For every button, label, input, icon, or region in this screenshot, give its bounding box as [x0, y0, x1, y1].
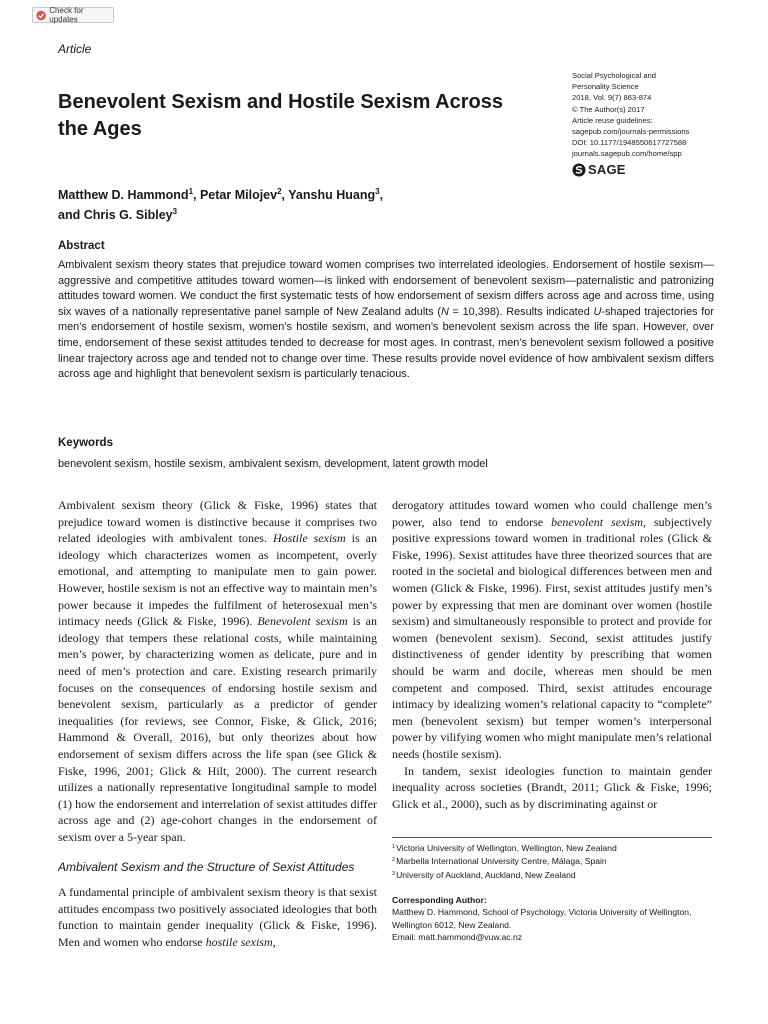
body-column-right: [392, 497, 712, 812]
journal-line: © The Author(s) 2017: [572, 104, 645, 114]
journal-line: Social Psychological and: [572, 71, 657, 80]
affiliation-number: 3: [392, 870, 396, 877]
affiliation-text: University of Auckland, Auckland, New Zealand: [396, 869, 576, 880]
body-text: ,: [272, 934, 276, 949]
affiliation-item: [392, 842, 722, 855]
author-separator: ,: [281, 188, 289, 202]
abstract-heading: Abstract: [58, 240, 105, 252]
affiliation-text: Marbella International University Centre, Málaga, Spain: [396, 856, 607, 867]
corresponding-author-label: Corresponding Author:: [392, 895, 487, 905]
body-text: , subjectively positive expressions toward women in traditional roles (Glick & Fiske, 1996). Sexist attitudes have three theorized sources that are rooted in the societal and biological differences between men and women (Glick & Fiske, 1996). First, sexist attitudes justify men’s power by expressing that men are dominant over women (hostile sexism) and simultaneously responsible to protect and provide for women (benevolent sexism). Second, sexist attitudes justify distinctiveness of gender identity by prescribing that women should be warm and docile, whereas men should be men competent and composed. Third, sexist attitudes encourage intimacy by idealizing women’s relational capacity to “complete” men (benevolent sexism) but temper women’s interpersonal power by vilifying women who might manipulate men’s relational needs (hostile sexism).: [392, 514, 712, 761]
body-text: A fundamental principle of ambivalent sexism theory is that sexist attitudes encompass two positively associated ideologies that both function to maintain gender inequality (Glick & Fiske, 1996). Men and women who endorse: [58, 885, 377, 949]
footnote-divider: [392, 837, 712, 838]
abstract-part: Ambivalent sexism theory states that prejudice toward women comprises two interrelated ideologies. Endorsement of hostile sexism—aggressive and competitive attitudes toward women—is linked with endorsement of benevolent sexism—paternalistic and patronizing attitudes toward women. We conduct the first systematic tests of how endorsement of sexism differs across age and across time, using six waves of a nationally representative panel sample of New Zealand adults (: [58, 259, 714, 318]
check-updates-label: Check for updates: [49, 6, 84, 24]
abstract-part: = 10,398). Results indicated: [448, 305, 594, 318]
author-list: [58, 185, 528, 225]
body-text: is an ideology that tempers these relational costs, while maintaining men’s power, by characterizing women as delicate, pure and in need of men’s protection and care. Existing research primarily focuses on the consequences of endorsing hostile sexism and benevolent sexism, particularly as a predictor of gender inequalities (for reviews, see Connor, Fiske, & Glick, 2016; Hammond & Overall, 2016), but only theorizes about how endorsement of sexism differs across the life span (see Glick & Fiske, 1996, 2001; Glick & Hilt, 2000). The current research utilizes a nationally representative longitudinal sample to model (1) how the endorsement and interrelation of sexist attitudes differ across age and (2) age-cohort changes in the endorsement of sexism over a 5-year span.: [58, 614, 377, 844]
affiliation-text: Victoria University of Wellington, Wellington, New Zealand: [396, 843, 617, 853]
author-name: and Chris G. Sibley: [58, 208, 173, 222]
journal-link-home[interactable]: journals.sagepub.com/home/spp: [572, 149, 682, 159]
abstract-text: [58, 258, 714, 383]
body-italic-term: Hostile sexism: [272, 531, 346, 546]
author-affiliation-mark: 3: [172, 207, 178, 216]
body-text: derogatory attitudes toward women who could challenge men’s power, also tend to endorse: [392, 498, 712, 529]
journal-line: Article reuse guidelines:: [572, 115, 653, 125]
body-text: Ambivalent sexism theory (Glick & Fiske, 1996) states that prejudice toward women is distinctive because it comprises two related ideologies with ambivalent tones.: [58, 498, 377, 546]
abstract-part: -shaped trajectories for men’s endorsement of hostile sexism, women’s hostile sexism, and women’s benevolent sexism across the life span. However, over time, endorsement of these sexist attitudes tended to decrease for most ages. In contrast, men’s benevolent sexism followed a positive linear trajectory across age and tended not to change over time. These results provide novel evidence of how ambivalent sexism differs across age and highlight that benevolent sexism is particularly tenacious.: [58, 305, 714, 381]
body-italic-term: Benevolent sexism: [257, 614, 348, 629]
affiliation-list: [392, 842, 722, 882]
body-text: is an ideology which characterizes women as incompetent, overly emotional, and attempting to manipulate men to gain power. However, hostile sexism is not an effective way to maintain men’s power because it impedes the fulfilment of heterosexual men’s intimacy needs (Glick & Fiske, 1996).: [58, 531, 377, 629]
body-paragraph: [392, 497, 712, 763]
corresponding-author-address: Matthew D. Hammond, School of Psychology, Victoria University of Wellington, Wellington 6012, New Zealand.: [392, 907, 692, 930]
body-paragraph: [58, 497, 377, 845]
article-title: Benevolent Sexism and Hostile Sexism Across the Ages: [58, 91, 503, 140]
section-heading: Ambivalent Sexism and the Structure of Sexist Attitudes: [58, 860, 355, 874]
journal-line: Personality Science: [572, 82, 639, 92]
keywords-heading: Keywords: [58, 437, 113, 449]
body-paragraph: In tandem, sexist ideologies function to maintain gender inequality across societies (Brandt, 2011; Glick & Fiske, 1996; Glick et al., 2000), such as by discriminating against or: [392, 763, 712, 811]
author-affiliation-mark: 2: [277, 187, 282, 196]
affiliation-number: 2: [392, 857, 396, 864]
body-paragraph: [58, 884, 377, 950]
body-column-left: [58, 497, 377, 845]
author-separator: ,: [379, 188, 384, 202]
keywords-text: benevolent sexism, hostile sexism, ambivalent sexism, development, latent growth model: [58, 458, 488, 470]
affiliation-item: [392, 869, 722, 882]
sage-logo-icon: [572, 163, 586, 177]
author-affiliation-mark: 1: [188, 187, 194, 196]
article-type-label: Article: [58, 42, 92, 56]
journal-link-permissions[interactable]: sagepub.com/journals-permissions: [572, 127, 690, 137]
journal-line: 2018, Vol. 9(7) 863-874: [572, 93, 652, 103]
body-column-left-lower: [58, 884, 377, 950]
author-name: Petar Milojev: [199, 188, 278, 202]
check-updates-icon: [36, 10, 46, 21]
check-for-updates-button[interactable]: [32, 7, 114, 23]
corresponding-author: [392, 894, 722, 944]
body-italic-term: hostile sexism: [205, 934, 273, 949]
affiliation-item: [392, 855, 722, 868]
author-name: Matthew D. Hammond: [58, 188, 189, 202]
affiliation-number: 1: [392, 844, 396, 850]
corresponding-author-email[interactable]: Email: matt.hammond@vuw.ac.nz: [392, 932, 523, 943]
journal-doi[interactable]: DOI: 10.1177/1948550617727588: [572, 138, 687, 148]
abstract-u-symbol: U: [593, 305, 602, 318]
abstract-n-symbol: N: [441, 305, 449, 318]
journal-info: [572, 70, 732, 177]
body-italic-term: benevolent sexism: [551, 514, 644, 529]
author-affiliation-mark: 3: [375, 187, 380, 196]
author-separator: ,: [193, 188, 200, 202]
sage-logo-text: SAGE: [588, 162, 626, 178]
sage-logo: [572, 163, 732, 177]
author-name: Yanshu Huang: [288, 188, 376, 202]
